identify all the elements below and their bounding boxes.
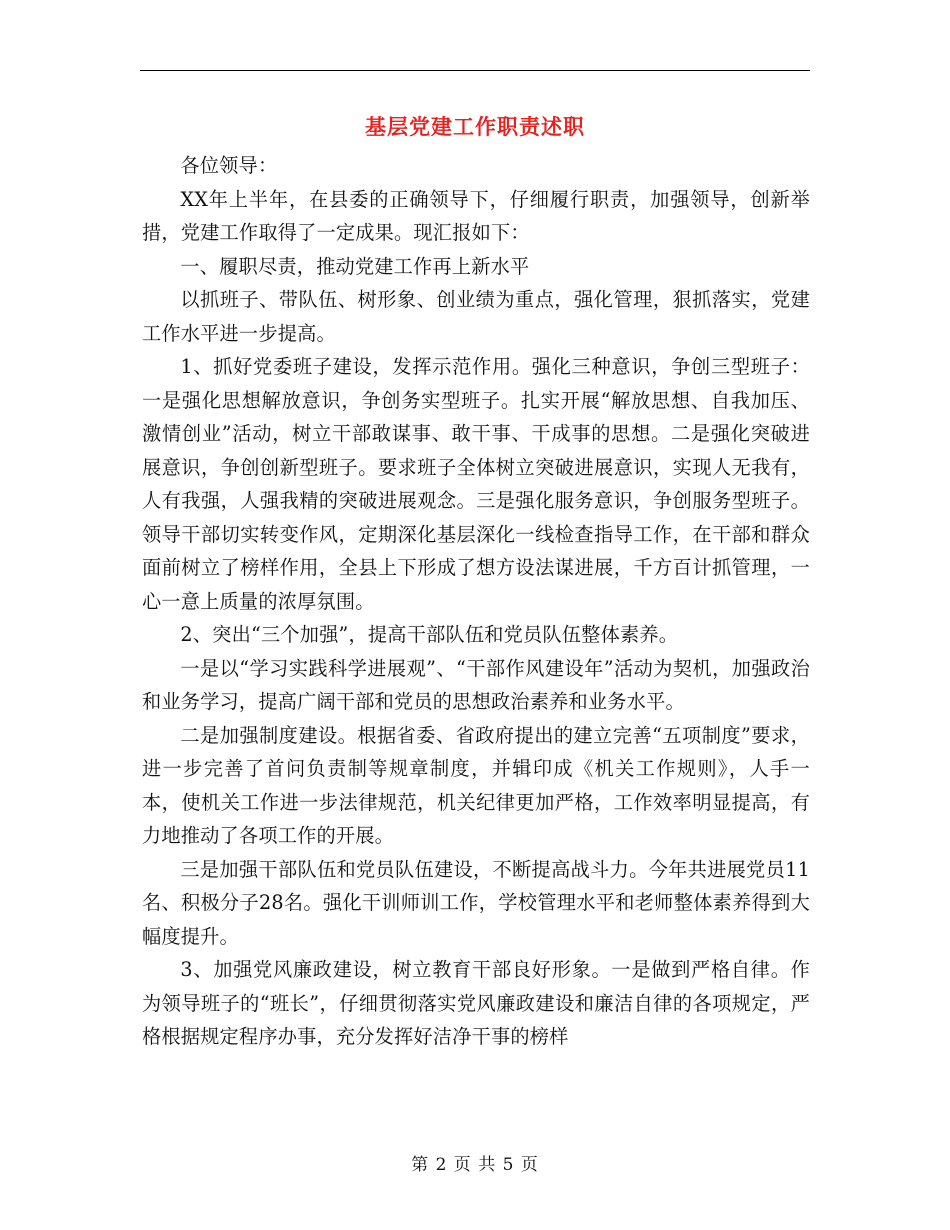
paragraph: XX年上半年，在县委的正确领导下，仔细履行职责，加强领导，创新举措，党建工作取得了一定成果。现汇报如下： <box>142 187 810 244</box>
paragraph: 2、突出“三个加强”，提高干部队伍和党员队伍整体素养。 <box>180 623 679 646</box>
document-title: 基层党建工作职责述职 <box>365 114 585 139</box>
paragraph: 1、抓好党委班子建设，发挥示范作用。强化三种意识，争创三型班子：一是强化思想解放意识，争创务实型班子。扎实开展“解放思想、自我加压、激情创业”活动，树立干部敢谋事、敢干事、干成事的思想。二是强化突破进展意识，争创创新型班子。要求班子全体树立突破进展意识，实现人无我有，人有我强，人强我精的突破进展观念。三是强化服务意识，争创服务型班子。领导干部切实转变作风，定期深化基层深化一线检查指导工作，在干部和群众面前树立了榜样作用，全县上下形成了想方设法谋进展，千方百计抓管理，一心一意上质量的浓厚氛围。 <box>142 355 810 613</box>
document-body <box>142 149 810 1054</box>
paragraph: 三是加强干部队伍和党员队伍建设，不断提高战斗力。今年共进展党员11名、积极分子28名。强化干训师训工作，学校管理水平和老师整体素养得到大幅度提升。 <box>142 857 810 948</box>
paragraph: 二是加强制度建设。根据省委、省政府提出的建立完善“五项制度”要求，进一步完善了首问负责制等规章制度，并辑印成《机关工作规则》，人手一本，使机关工作进一步法律规范，机关纪律更加严格，工作效率明显提高，有力地推动了各项工作的开展。 <box>142 723 810 847</box>
section-heading: 一、履职尽责，推动党建工作再上新水平 <box>180 254 530 278</box>
paragraph: 一是以“学习实践科学进展观”、“干部作风建设年”活动为契机，加强政治和业务学习，提高广阔干部和党员的思想政治素养和业务水平。 <box>142 656 810 713</box>
paragraph: 以抓班子、带队伍、树形象、创业绩为重点，强化管理，狠抓落实，党建工作水平进一步提高。 <box>142 288 810 345</box>
header-rule <box>140 70 810 71</box>
paragraph-salutation: 各位领导： <box>180 154 278 177</box>
paragraph: 3、加强党风廉政建设，树立教育干部良好形象。一是做到严格自律。作为领导班子的“班长”，仔细贯彻落实党风廉政建设和廉洁自律的各项规定，严格根据规定程序办事，充分发挥好洁净干事的榜样 <box>142 958 810 1048</box>
page-number: 第 2 页 共 5 页 <box>411 1155 539 1175</box>
